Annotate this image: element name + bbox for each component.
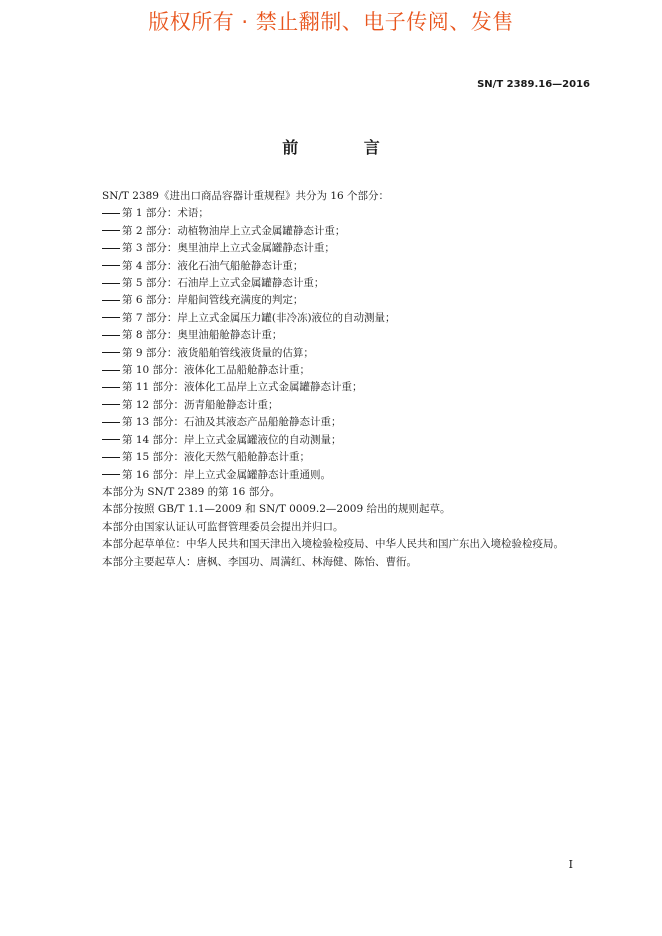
list-item: [79, 397, 591, 414]
paragraph-proposer: 本部分由国家认证认可监督管理委员会提出并归口。: [102, 520, 344, 533]
list-item: [79, 258, 591, 275]
list-item: [79, 240, 591, 257]
dash-marker: [102, 422, 120, 423]
dash-marker: [102, 248, 120, 249]
list-item: [79, 327, 591, 344]
list-item: [79, 310, 591, 327]
list-item-text: 第 7 部分：岸上立式金属压力罐(非冷冻)液位的自动测量；: [122, 311, 396, 324]
intro-paragraph: SN/T 2389《进出口商品容器计重规程》共分为 16 个部分：: [102, 190, 390, 202]
dash-marker: [102, 457, 120, 458]
dash-marker: [102, 265, 120, 266]
page-title: 前 言: [282, 138, 410, 157]
list-item: [79, 292, 591, 309]
list-item-text: 第 9 部分：液货船舶管线液货量的估算；: [122, 346, 314, 359]
list-item-text: 第 15 部分：液化天然气船舱静态计重；: [122, 451, 311, 464]
dash-marker: [102, 439, 120, 440]
list-item-text: 第 3 部分：奥里油岸上立式金属罐静态计重；: [122, 242, 335, 255]
list-item: [79, 345, 591, 362]
list-item: [79, 379, 591, 396]
standard-code: SN/T 2389.16—2016: [477, 79, 590, 90]
list-item-text: 第 4 部分：液化石油气船舱静态计重；: [122, 259, 304, 272]
dash-marker: [102, 387, 120, 388]
list-item: [79, 467, 591, 484]
list-item-text: 第 10 部分：液体化工品船舱静态计重；: [122, 364, 311, 377]
dash-marker: [102, 213, 120, 214]
list-item-text: 第 13 部分：石油及其液态产品船舱静态计重；: [122, 416, 342, 429]
list-item-text: 第 11 部分：液体化工品岸上立式金属罐静态计重；: [122, 381, 363, 394]
list-item-text: 第 8 部分：奥里油船舱静态计重；: [122, 329, 283, 342]
dash-marker: [102, 317, 120, 318]
list-item-text: 第 2 部分：动植物油岸上立式金属罐静态计重；: [122, 224, 346, 237]
list-item-text: 第 16 部分：岸上立式金属罐静态计重通则。: [122, 468, 332, 481]
list-item: [79, 432, 591, 449]
dash-marker: [102, 352, 120, 353]
dash-marker: [102, 283, 120, 284]
dash-marker: [102, 404, 120, 405]
list-item: [79, 223, 591, 240]
list-item-text: 第 5 部分：石油岸上立式金属罐静态计重；: [122, 277, 325, 290]
dash-marker: [102, 300, 120, 301]
list-item: [79, 362, 591, 379]
list-item-text: 第 12 部分：沥青船舱静态计重；: [122, 398, 279, 411]
page-number: I: [568, 858, 573, 871]
dash-marker: [102, 370, 120, 371]
paragraph-drafting-rules: 本部分按照 GB/T 1.1—2009 和 SN/T 0009.2—2009 给出的规则起草。: [102, 503, 451, 516]
paragraph-drafters: 本部分主要起草人：唐枫、李国功、周满红、林海健、陈怡、曹衎。: [102, 555, 417, 568]
dash-marker: [102, 230, 120, 231]
paragraph-part-number: 本部分为 SN/T 2389 的第 16 部分。: [102, 485, 281, 498]
foreword-body: [79, 188, 591, 571]
list-item: [79, 449, 591, 466]
list-item-text: 第 14 部分：岸上立式金属罐液位的自动测量；: [122, 433, 342, 446]
dash-marker: [102, 335, 120, 336]
list-item: [79, 414, 591, 431]
dash-marker: [102, 474, 120, 475]
list-item-text: 第 6 部分：岸船间管线充满度的判定；: [122, 294, 304, 307]
list-item: [79, 275, 591, 292]
watermark-banner: 版权所有 · 禁止翻制、电子传阅、发售: [148, 10, 514, 34]
paragraph-drafting-units: 本部分起草单位：中华人民共和国天津出入境检验检疫局、中华人民共和国广东出入境检验检疫局。: [102, 538, 564, 551]
list-item: [79, 205, 591, 222]
list-item-text: 第 1 部分：术语；: [122, 207, 209, 220]
parts-list: [79, 205, 591, 484]
